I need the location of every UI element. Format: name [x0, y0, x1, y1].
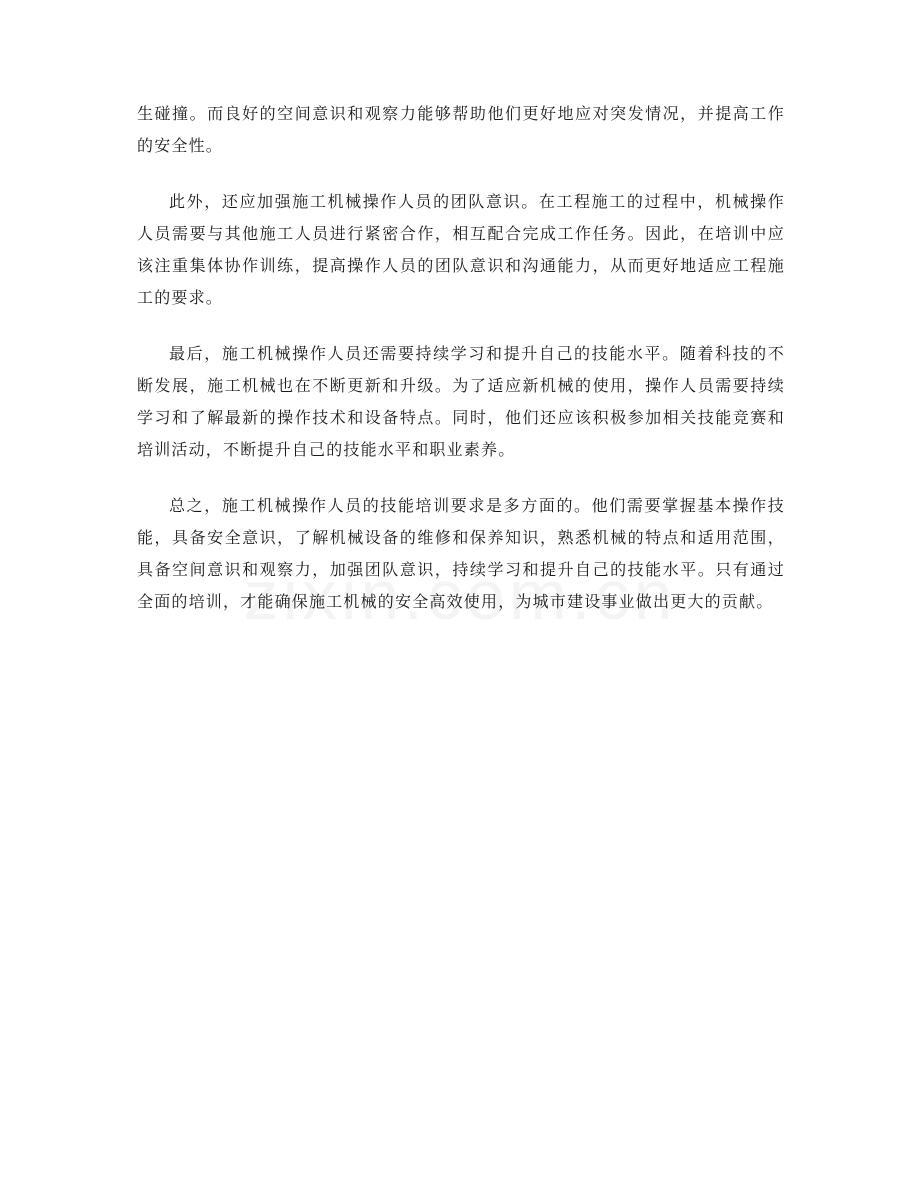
- document-body: [137, 98, 785, 642]
- paragraph-continuous-learning: 最后，施工机械操作人员还需要持续学习和提升自己的技能水平。随着科技的不断发展，施工机械也在不断更新和升级。为了适应新机械的使用，操作人员需要持续学习和了解最新的操作技术和设备特点。同时，他们还应该积极参加相关技能竞赛和培训活动，不断提升自己的技能水平和职业素养。: [137, 344, 785, 459]
- paragraph-continued: 生碰撞。而良好的空间意识和观察力能够帮助他们更好地应对突发情况，并提高工作的安全性。: [137, 104, 785, 155]
- paragraph-team-awareness: 此外，还应加强施工机械操作人员的团队意识。在工程施工的过程中，机械操作人员需要与其他施工人员进行紧密合作，相互配合完成工作任务。因此，在培训中应该注重集体协作训练，提高操作人员的团队意识和沟通能力，从而更好地适应工程施工的要求。: [137, 192, 785, 307]
- paragraph-conclusion: 总之，施工机械操作人员的技能培训要求是多方面的。他们需要掌握基本操作技能，具备安全意识，了解机械设备的维修和保养知识，熟悉机械的特点和适用范围，具备空间意识和观察力，加强团队意识，持续学习和提升自己的技能水平。只有通过全面的培训，才能确保施工机械的安全高效使用，为城市建设事业做出更大的贡献。: [137, 496, 785, 611]
